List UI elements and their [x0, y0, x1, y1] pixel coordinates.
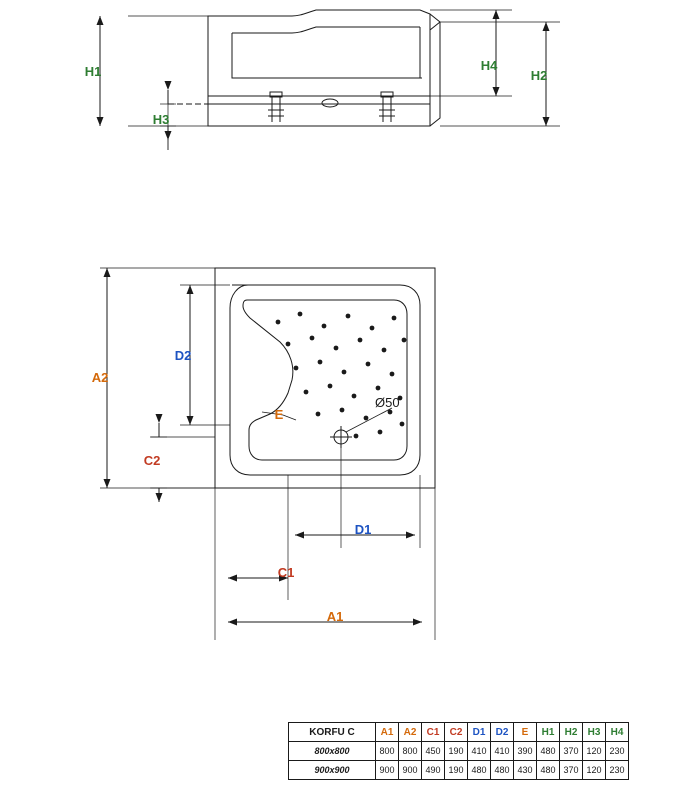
table-cell: 120	[583, 742, 606, 761]
table-cell: 900	[399, 761, 422, 780]
table-header-row	[289, 723, 629, 742]
table-cell: 190	[445, 761, 468, 780]
specification-table	[288, 722, 629, 780]
table-cell: 430	[514, 761, 537, 780]
table-header-cell: H1	[537, 723, 560, 742]
label-h3: H3	[152, 112, 170, 127]
label-h2: H2	[530, 68, 548, 83]
table-row	[289, 761, 629, 780]
table-header-cell: C2	[445, 723, 468, 742]
table-header-cell: E	[514, 723, 537, 742]
label-a2: A2	[91, 370, 109, 385]
table-header-cell: C1	[422, 723, 445, 742]
table-cell: 190	[445, 742, 468, 761]
table-cell: 480	[468, 761, 491, 780]
table-header-cell: H4	[606, 723, 629, 742]
table-cell: 800	[376, 742, 399, 761]
label-c1: C1	[277, 565, 295, 580]
table-header-cell: D1	[468, 723, 491, 742]
table-cell: 900	[376, 761, 399, 780]
table-header-cell: A2	[399, 723, 422, 742]
label-e: E	[274, 407, 284, 422]
table-header-cell: A1	[376, 723, 399, 742]
label-d2: D2	[174, 348, 192, 363]
table-cell: 410	[491, 742, 514, 761]
table-cell: 480	[537, 761, 560, 780]
label-h4: H4	[480, 58, 498, 73]
table-cell: 370	[560, 761, 583, 780]
table-cell: 490	[422, 761, 445, 780]
table-cell: 450	[422, 742, 445, 761]
table-row-name: 800x800	[289, 742, 376, 761]
table-row-name: 900x900	[289, 761, 376, 780]
table-cell: 800	[399, 742, 422, 761]
table-header-cell: H3	[583, 723, 606, 742]
label-a1: A1	[326, 609, 344, 624]
label-d1: D1	[354, 522, 372, 537]
table-cell: 120	[583, 761, 606, 780]
table-cell: 480	[537, 742, 560, 761]
table-header-cell: KORFU C	[289, 723, 376, 742]
table-cell: 370	[560, 742, 583, 761]
table-row	[289, 742, 629, 761]
table-cell: 230	[606, 742, 629, 761]
table-header-cell: D2	[491, 723, 514, 742]
label-h1: H1	[84, 64, 102, 79]
label-drain-diameter: Ø50	[375, 395, 400, 410]
table-cell: 480	[491, 761, 514, 780]
table-cell: 390	[514, 742, 537, 761]
label-c2: C2	[143, 453, 161, 468]
table-cell: 410	[468, 742, 491, 761]
table-header-cell: H2	[560, 723, 583, 742]
table-cell: 230	[606, 761, 629, 780]
